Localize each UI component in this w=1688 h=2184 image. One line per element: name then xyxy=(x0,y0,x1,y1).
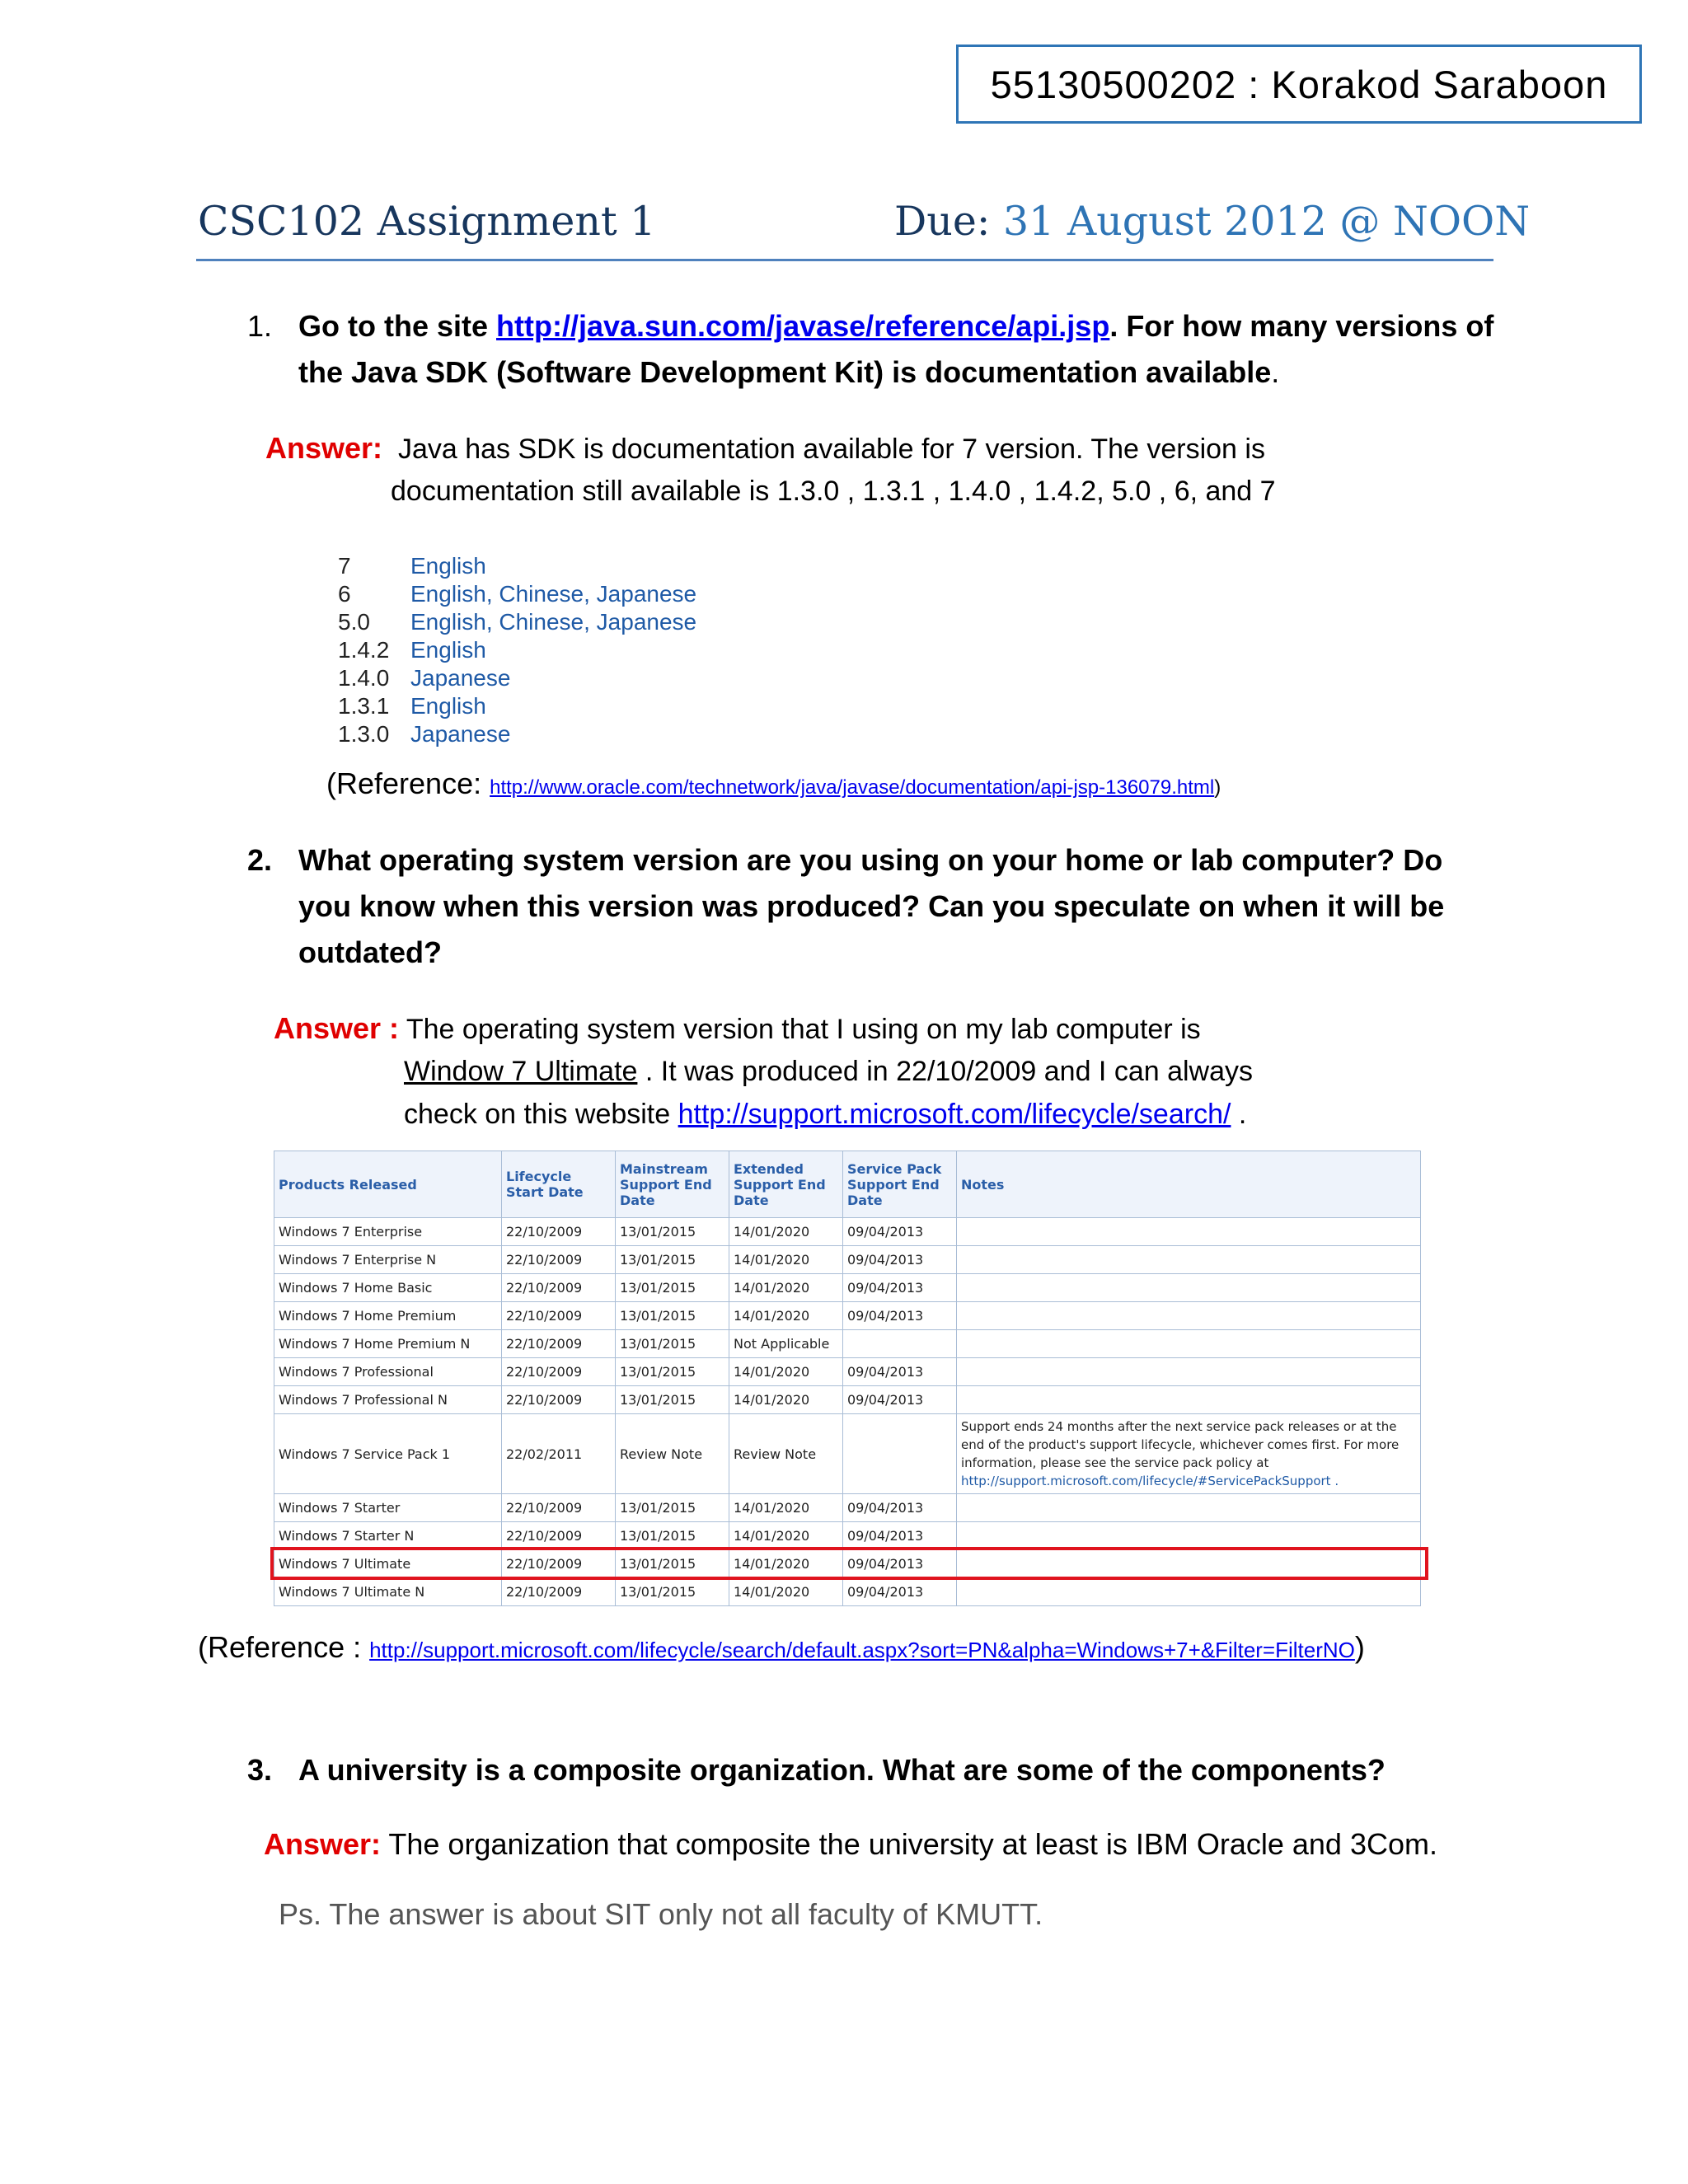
due-date xyxy=(894,198,1530,245)
version-number: 6 xyxy=(338,581,351,607)
column-header: Service Pack Support End Date xyxy=(843,1151,957,1218)
q3-answer xyxy=(264,1823,1437,1866)
version-languages[interactable]: Japanese xyxy=(410,665,511,691)
table-cell: Windows 7 Home Premium xyxy=(274,1302,502,1330)
version-number: 5.0 xyxy=(338,609,370,635)
table-cell: 14/01/2020 xyxy=(729,1494,843,1522)
table-cell: 14/01/2020 xyxy=(729,1358,843,1386)
table-cell: 14/01/2020 xyxy=(729,1218,843,1246)
table-row xyxy=(274,1274,1421,1302)
table-row xyxy=(274,1246,1421,1274)
column-header: Products Released xyxy=(274,1151,502,1218)
table-cell: 13/01/2015 xyxy=(616,1386,729,1414)
table-cell: 22/10/2009 xyxy=(502,1274,616,1302)
note-link[interactable]: http://support.microsoft.com/lifecycle/#ServicePackSupport . xyxy=(961,1474,1339,1488)
table-cell xyxy=(957,1218,1421,1246)
table-cell: 13/01/2015 xyxy=(616,1330,729,1358)
table-cell: 22/10/2009 xyxy=(502,1218,616,1246)
table-cell: 22/10/2009 xyxy=(502,1386,616,1414)
table-row xyxy=(274,1386,1421,1414)
question-number: 2. xyxy=(247,843,273,877)
table-row xyxy=(274,1218,1421,1246)
table-cell: 09/04/2013 xyxy=(843,1274,957,1302)
answer-text: The organization that composite the university at least is IBM Oracle and 3Com. xyxy=(381,1827,1437,1861)
due-label: Due: xyxy=(894,198,1003,245)
reference-label: (Reference : xyxy=(198,1630,370,1664)
table-cell: 22/10/2009 xyxy=(502,1302,616,1330)
question-text: What operating system version are you using on your home or lab computer? Do you know when this version was produced? Can you speculate on when it will be outdated? xyxy=(298,843,1445,969)
version-number: 1.4.2 xyxy=(338,637,390,663)
version-languages[interactable]: English xyxy=(410,693,486,719)
reference-label: (Reference: xyxy=(326,766,490,800)
column-header: Lifecycle Start Date xyxy=(502,1151,616,1218)
table-cell: 09/04/2013 xyxy=(843,1246,957,1274)
answer-label: Answer: xyxy=(265,431,383,465)
version-languages[interactable]: English, Chinese, Japanese xyxy=(410,609,697,635)
table-cell: 09/04/2013 xyxy=(843,1494,957,1522)
table-cell: Windows 7 Professional xyxy=(274,1358,502,1386)
assignment-title: CSC102 Assignment 1 xyxy=(198,198,656,245)
version-languages[interactable]: English xyxy=(410,637,486,663)
table-cell: 22/10/2009 xyxy=(502,1358,616,1386)
table-row xyxy=(274,1494,1421,1522)
table-cell xyxy=(957,1494,1421,1522)
table-cell: 14/01/2020 xyxy=(729,1578,843,1606)
postscript-note: Ps. The answer is about SIT only not all faculty of KMUTT. xyxy=(279,1897,1043,1931)
table-cell: 09/04/2013 xyxy=(843,1550,957,1578)
table-cell: 22/10/2009 xyxy=(502,1578,616,1606)
table-cell: 13/01/2015 xyxy=(616,1358,729,1386)
table-cell: 13/01/2015 xyxy=(616,1274,729,1302)
answer-text: Java has SDK is documentation available for 7 version. The version is xyxy=(397,434,1265,465)
table-cell xyxy=(957,1414,1421,1494)
java-version-list xyxy=(338,552,696,748)
version-number: 1.3.1 xyxy=(338,693,390,719)
column-header: Notes xyxy=(957,1151,1421,1218)
column-header: Extended Support End Date xyxy=(729,1151,843,1218)
table-row xyxy=(274,1414,1421,1494)
version-row xyxy=(338,608,696,636)
os-name: Window 7 Ultimate xyxy=(404,1056,638,1087)
note-text: Support ends 24 months after the next service pack releases or at the end of the product's support lifecycle, whichever comes first. For more information, please see the service pack policy at xyxy=(961,1419,1400,1470)
version-row xyxy=(338,580,696,608)
version-number: 7 xyxy=(338,553,351,579)
q1-reference xyxy=(326,766,1221,801)
table-cell: Windows 7 Home Premium N xyxy=(274,1330,502,1358)
table-cell: 13/01/2015 xyxy=(616,1522,729,1550)
table-cell: 22/10/2009 xyxy=(502,1522,616,1550)
table-cell: 14/01/2020 xyxy=(729,1246,843,1274)
table-header-row xyxy=(274,1151,1421,1218)
table-cell: 09/04/2013 xyxy=(843,1302,957,1330)
question-number: 1. xyxy=(247,309,273,343)
answer-end: . xyxy=(1231,1099,1247,1130)
answer-text: check on this website xyxy=(404,1099,678,1130)
table-cell: Windows 7 Enterprise N xyxy=(274,1246,502,1274)
q2-answer-line-2 xyxy=(404,1050,1253,1093)
table-cell xyxy=(843,1414,957,1494)
q1-answer-line-1 xyxy=(265,427,1265,471)
q1-end: . xyxy=(1271,355,1280,389)
q1-post: . For how many versions of the Java SDK (Software Development Kit) is documentation available xyxy=(298,309,1494,389)
table-cell xyxy=(843,1330,957,1358)
table-cell: Review Note xyxy=(729,1414,843,1494)
question-text: A university is a composite organization. What are some of the components? xyxy=(298,1753,1386,1787)
reference-link[interactable]: http://www.oracle.com/technetwork/java/javase/documentation/api-jsp-136079.html xyxy=(490,776,1215,799)
table-row xyxy=(274,1522,1421,1550)
table-cell: Windows 7 Professional N xyxy=(274,1386,502,1414)
table-cell: Windows 7 Service Pack 1 xyxy=(274,1414,502,1494)
version-row xyxy=(338,552,696,580)
version-row xyxy=(338,720,696,748)
table-cell: Windows 7 Starter xyxy=(274,1494,502,1522)
table-cell: 14/01/2020 xyxy=(729,1522,843,1550)
answer-text: . It was produced in 22/10/2009 and I can always xyxy=(637,1056,1254,1087)
table-cell: Windows 7 Ultimate N xyxy=(274,1578,502,1606)
answer-label: Answer: xyxy=(264,1827,382,1861)
reference-link[interactable]: http://support.microsoft.com/lifecycle/search/default.aspx?sort=PN&alpha=Windows+7+&Filter=FilterNO xyxy=(369,1638,1355,1662)
answer-label: Answer : xyxy=(274,1011,400,1045)
table-cell: 22/10/2009 xyxy=(502,1246,616,1274)
table-cell: 14/01/2020 xyxy=(729,1302,843,1330)
table-cell: Not Applicable xyxy=(729,1330,843,1358)
q1-link[interactable]: http://java.sun.com/javase/reference/api.jsp xyxy=(496,309,1110,343)
table-cell: Windows 7 Home Basic xyxy=(274,1274,502,1302)
question-text xyxy=(298,303,1535,396)
question-number: 3. xyxy=(247,1753,273,1787)
table-cell xyxy=(957,1302,1421,1330)
table-cell: Windows 7 Ultimate xyxy=(274,1550,502,1578)
table-cell: 09/04/2013 xyxy=(843,1386,957,1414)
student-id-box: 55130500202 : Korakod Saraboon xyxy=(956,45,1642,124)
table-cell: 13/01/2015 xyxy=(616,1550,729,1578)
table-cell xyxy=(957,1246,1421,1274)
q2-answer-line-1 xyxy=(274,1007,1201,1051)
table-row xyxy=(274,1302,1421,1330)
table-cell xyxy=(957,1330,1421,1358)
version-languages[interactable]: English, Chinese, Japanese xyxy=(410,581,697,607)
version-number: 1.3.0 xyxy=(338,721,390,747)
version-languages[interactable]: English xyxy=(410,553,486,579)
table-cell: 13/01/2015 xyxy=(616,1218,729,1246)
table-cell: 14/01/2020 xyxy=(729,1386,843,1414)
table-cell: 14/01/2020 xyxy=(729,1274,843,1302)
version-row xyxy=(338,636,696,664)
ultimate-row-highlight xyxy=(270,1547,1428,1580)
table-cell: 14/01/2020 xyxy=(729,1550,843,1578)
lifecycle-table xyxy=(274,1151,1421,1606)
table-cell: 22/02/2011 xyxy=(502,1414,616,1494)
table-cell: Windows 7 Starter N xyxy=(274,1522,502,1550)
q1-answer-line-2: documentation still available is 1.3.0 , 1.3.1 , 1.4.0 , 1.4.2, 5.0 , 6, and 7 xyxy=(391,476,1276,507)
due-value: 31 August 2012 @ NOON xyxy=(1002,198,1531,245)
version-row xyxy=(338,664,696,692)
table-cell: 22/10/2009 xyxy=(502,1494,616,1522)
table-cell: 09/04/2013 xyxy=(843,1218,957,1246)
header-divider xyxy=(196,259,1493,261)
q1-pre: Go to the site xyxy=(298,309,497,343)
reference-end: ) xyxy=(1354,1630,1365,1664)
table-cell: 09/04/2013 xyxy=(843,1522,957,1550)
column-header: Mainstream Support End Date xyxy=(616,1151,729,1218)
table-row xyxy=(274,1578,1421,1606)
lifecycle-link[interactable]: http://support.microsoft.com/lifecycle/search/ xyxy=(678,1099,1231,1130)
table-cell: 13/01/2015 xyxy=(616,1302,729,1330)
table-cell: Windows 7 Enterprise xyxy=(274,1218,502,1246)
table-cell: 13/01/2015 xyxy=(616,1246,729,1274)
reference-end: ) xyxy=(1214,776,1221,799)
table-cell xyxy=(957,1522,1421,1550)
table-cell xyxy=(957,1578,1421,1606)
version-number: 1.4.0 xyxy=(338,665,390,691)
table-cell xyxy=(957,1386,1421,1414)
q2-answer-line-3 xyxy=(404,1093,1246,1136)
table-cell: 13/01/2015 xyxy=(616,1494,729,1522)
table-cell: Review Note xyxy=(616,1414,729,1494)
table-row xyxy=(274,1330,1421,1358)
q2-reference xyxy=(198,1630,1365,1665)
table-cell xyxy=(957,1274,1421,1302)
table-cell: 13/01/2015 xyxy=(616,1578,729,1606)
table-row xyxy=(274,1358,1421,1386)
answer-text: The operating system version that I using on my lab computer is xyxy=(399,1014,1201,1045)
version-languages[interactable]: Japanese xyxy=(410,721,511,747)
table-cell: 22/10/2009 xyxy=(502,1330,616,1358)
table-cell: 22/10/2009 xyxy=(502,1550,616,1578)
table-cell xyxy=(957,1358,1421,1386)
table-cell: 09/04/2013 xyxy=(843,1578,957,1606)
table-cell: 09/04/2013 xyxy=(843,1358,957,1386)
version-row xyxy=(338,692,696,720)
